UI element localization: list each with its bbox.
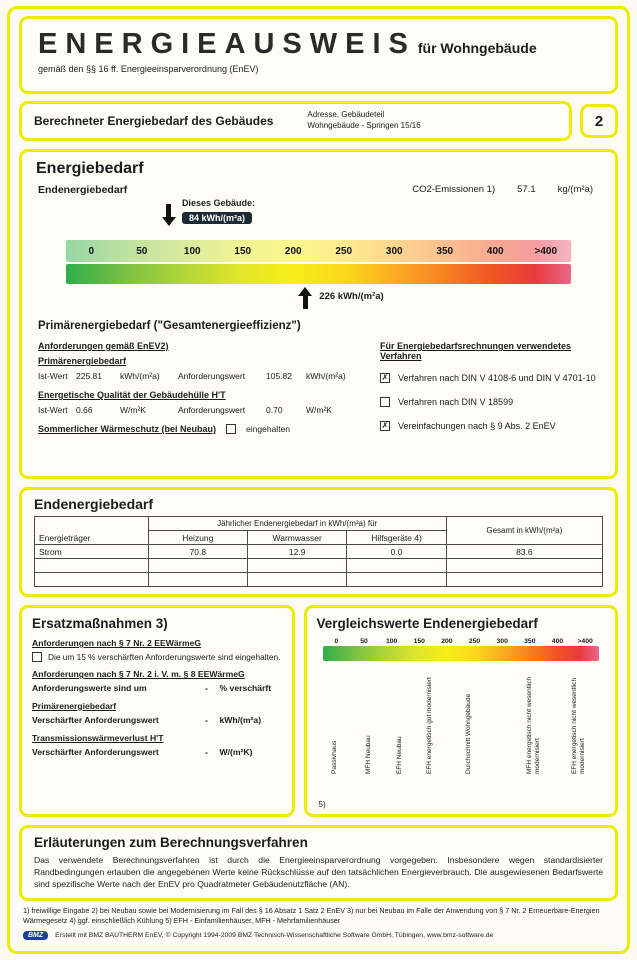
table-cell-warmwasser: 12.9 bbox=[247, 545, 346, 559]
col-header-warmwasser: Warmwasser bbox=[247, 531, 346, 545]
checkbox-din-18599[interactable] bbox=[380, 397, 390, 407]
scale-tick: 0 bbox=[88, 245, 95, 257]
checkbox-sommer-eingehalten[interactable] bbox=[226, 424, 236, 434]
table-row bbox=[35, 559, 603, 573]
requirements-left-column bbox=[38, 341, 364, 445]
verschaerfung-value: - bbox=[205, 683, 208, 693]
primaerenergiebedarf-title: Primärenergiebedarf ("Gesamtenergieeffizienz") bbox=[38, 320, 301, 332]
table-cell-empty bbox=[347, 573, 446, 587]
verfahren-label: Verfahren nach DIN V 18599 bbox=[398, 397, 514, 407]
transmission-unit: W/(m²K) bbox=[219, 747, 253, 757]
scale-tick: 150 bbox=[413, 638, 425, 645]
ersatzmassnahmen-section bbox=[19, 605, 295, 817]
address-value: Wohngebäude - Springen 15/16 bbox=[307, 121, 421, 130]
col-header-hilfsgeraete: Hilfsgeräte 4) bbox=[347, 531, 446, 545]
sommerlicher-waermeschutz-row bbox=[38, 424, 364, 434]
up-arrow-icon bbox=[298, 287, 312, 309]
primaerenergiebedarf-heading: Primärenergiebedarf bbox=[38, 356, 127, 366]
bmz-logo: BMZ bbox=[23, 931, 48, 940]
building-marker bbox=[162, 198, 255, 226]
outer-frame bbox=[7, 6, 630, 954]
transmission-heading: Transmissionswärmeverlust H'T bbox=[32, 733, 164, 743]
ersatz-checkbox-row bbox=[32, 652, 282, 662]
endenergie-co2-row bbox=[38, 184, 599, 196]
subheader-title: Berechneter Energiebedarf des Gebäudes bbox=[34, 114, 274, 128]
ersatz-checkbox-label: Die um 15 % verschärften Anforderungswerte sind eingehalten. bbox=[48, 652, 281, 662]
scale-tick: 400 bbox=[486, 245, 504, 257]
anforderungswert-label: Anforderungswert bbox=[178, 405, 246, 415]
col-header-energietraeger: Energieträger bbox=[35, 517, 149, 545]
table-row bbox=[35, 545, 603, 559]
sommerlicher-waermeschutz-heading: Sommerlicher Wärmeschutz (bei Neubau) bbox=[38, 424, 217, 434]
primaerenergie-scale-bar bbox=[66, 264, 571, 284]
checkbox-15-prozent[interactable] bbox=[32, 652, 42, 662]
transmission-label: Verschärfter Anforderungswert bbox=[32, 747, 159, 757]
scale-tick: 100 bbox=[385, 638, 398, 645]
table-cell-empty bbox=[35, 573, 149, 587]
vergleich-labels bbox=[323, 664, 599, 776]
down-arrow-icon bbox=[162, 204, 176, 226]
footer bbox=[23, 931, 614, 940]
verfahren-heading: Für Energiebedarfsrechnungen verwendetes Verfahren bbox=[380, 341, 572, 361]
vergleich-footnote: 5) bbox=[318, 800, 326, 809]
energy-scale bbox=[66, 198, 571, 320]
table-row bbox=[35, 573, 603, 587]
scale-tick: 350 bbox=[436, 245, 454, 257]
arrow-stem bbox=[303, 296, 308, 309]
co2-value: 57.1 bbox=[517, 184, 536, 195]
erlaeuterungen-title: Erläuterungen zum Berechnungsverfahren bbox=[34, 835, 308, 850]
table-cell-empty bbox=[148, 573, 247, 587]
footer-text: Erstellt mit BMZ BAUTHERM EnEV, © Copyright 1994-2009 BMZ Technisch-Wissenschaftliche Software GmbH, Tübingen, www.bmz-software.de bbox=[55, 931, 494, 939]
table-cell-empty bbox=[35, 559, 149, 573]
table-cell-gesamt: 83.6 bbox=[446, 545, 602, 559]
table-cell-empty bbox=[446, 573, 602, 587]
title-row bbox=[38, 28, 599, 61]
vergleich-label-mfh-neubau: MFH Neubau bbox=[365, 735, 373, 774]
scale-tick: 150 bbox=[234, 245, 252, 257]
vergleichswerte-section bbox=[304, 605, 618, 817]
table-cell-empty bbox=[347, 559, 446, 573]
ersatz-primaer-heading: Primärenergiebedarf bbox=[32, 701, 117, 711]
group-header: Jährlicher Endenergiebedarf in kWh/(m²a) für bbox=[148, 517, 446, 531]
verfahren-item bbox=[380, 421, 599, 431]
eewaermeg-heading: Anforderungen nach § 7 Nr. 2 EEWärmeG bbox=[32, 638, 202, 648]
huelle-values-row bbox=[38, 405, 364, 415]
scale-tick: 250 bbox=[468, 638, 481, 645]
checkbox-vereinfachungen[interactable]: ✗ bbox=[381, 421, 389, 430]
building-marker-text bbox=[182, 198, 255, 226]
vergleich-label-passivhaus: Passivhaus bbox=[330, 740, 338, 774]
scale-tick: 50 bbox=[360, 638, 368, 645]
arrow-head bbox=[162, 217, 176, 226]
col-header-heizung: Heizung bbox=[148, 531, 247, 545]
ist-wert-label: Ist-Wert bbox=[38, 371, 68, 381]
requirements-columns bbox=[36, 341, 601, 445]
energiebedarf-title: Energiebedarf bbox=[36, 160, 144, 177]
anforderungswert-label: Anforderungswert bbox=[178, 371, 246, 381]
verschaerfung-row bbox=[32, 683, 282, 693]
verfahren-label: Verfahren nach DIN V 4108-6 und DIN V 4701-10 bbox=[398, 373, 596, 383]
scale-tick: >400 bbox=[534, 245, 558, 257]
building-marker-area bbox=[66, 198, 571, 240]
vergleich-tick-row bbox=[323, 638, 599, 645]
regulation-line: gemäß den §§ 16 ff. Energieeinsparverordnung (EnEV) bbox=[38, 64, 259, 74]
transmission-value: - bbox=[205, 747, 208, 757]
scale-tick: 300 bbox=[496, 638, 508, 645]
arrow-stem bbox=[166, 204, 171, 217]
endenergiebedarf-section bbox=[19, 487, 618, 597]
eewaermeg-8-heading: Anforderungen nach § 7 Nr. 2 i. V. m. § 8 EEWärmeG bbox=[32, 669, 245, 679]
verfahren-item bbox=[380, 373, 599, 383]
address-label: Adresse, Gebäudeteil bbox=[307, 110, 385, 120]
anforderungswert-value: - bbox=[205, 715, 208, 725]
vergleich-label-durchschnitt: Durchschnitt Wohngebäude bbox=[464, 693, 472, 774]
table-cell-energietraeger: Strom bbox=[35, 545, 149, 559]
subheader bbox=[19, 101, 572, 141]
scale-tick: 50 bbox=[136, 245, 148, 257]
anforderungswert-unit: kWh/(m²a) bbox=[219, 715, 262, 725]
sommer-checkbox-label: eingehalten bbox=[246, 424, 291, 434]
mid-row bbox=[19, 605, 618, 817]
energiebedarf-section bbox=[19, 149, 618, 479]
document-title-suffix: für Wohngebäude bbox=[417, 40, 537, 56]
document-title: ENERGIEAUSWEIS bbox=[38, 28, 416, 60]
table-header-row bbox=[35, 517, 603, 531]
vergleich-label-efh-nicht-modernisiert: EFH energetisch nicht wesentlich modernisiert bbox=[571, 677, 587, 774]
scale-tick: 200 bbox=[284, 245, 302, 257]
anforderungswert-value: 0.70 bbox=[266, 405, 283, 415]
verfahren-label: Vereinfachungen nach § 9 Abs. 2 EnEV bbox=[398, 421, 556, 431]
table-cell-empty bbox=[148, 559, 247, 573]
table-cell-heizung: 70.8 bbox=[148, 545, 247, 559]
ist-wert-value: 225.81 bbox=[76, 371, 102, 381]
endenergiebedarf-label: Endenergiebedarf bbox=[38, 184, 128, 196]
primary-marker-area bbox=[66, 284, 571, 320]
erlaeuterungen-section bbox=[19, 825, 618, 901]
vergleich-scale-bar bbox=[323, 646, 599, 661]
vergleichswerte-title: Vergleichswerte Endenergiebedarf bbox=[316, 616, 538, 631]
co2-unit: kg/(m²a) bbox=[557, 184, 593, 195]
vergleich-label-efh-modernisiert: EFH energetisch gut modernisiert bbox=[426, 677, 434, 774]
vergleich-label-efh-neubau: EFH Neubau bbox=[395, 736, 403, 774]
co2-label: CO2-Emissionen 1) bbox=[412, 184, 496, 195]
vergleich-label-mfh-nicht-modernisiert: MFH energetisch nicht wesentlich modernisiert bbox=[525, 676, 541, 774]
co2-emissions bbox=[412, 184, 593, 196]
ersatzmassnahmen-title: Ersatzmaßnahmen 3) bbox=[32, 616, 168, 631]
anforderungswert-label: Verschärfter Anforderungswert bbox=[32, 715, 159, 725]
scale-tick-row bbox=[66, 240, 571, 262]
anforderungswert-value: 105.82 bbox=[266, 371, 292, 381]
endenergie-scale-bar bbox=[66, 240, 571, 262]
subheader-row bbox=[19, 101, 618, 141]
verschaerfung-label: Anforderungswerte sind um bbox=[32, 683, 147, 693]
gebaeudehuelle-heading: Energetische Qualität der Gebäudehülle H'T bbox=[38, 390, 226, 400]
page-number: 2 bbox=[580, 104, 618, 138]
anforderungswert-unit: W/m²K bbox=[306, 405, 332, 415]
table-cell-empty bbox=[247, 573, 346, 587]
verfahren-item bbox=[380, 397, 599, 407]
ist-wert-unit: kWh/(m²a) bbox=[120, 371, 160, 381]
header bbox=[19, 16, 618, 94]
anforderungen-heading: Anforderungen gemäß EnEV2) bbox=[38, 341, 169, 351]
building-marker-value: 84 kWh/(m²a) bbox=[182, 212, 252, 224]
table-cell-empty bbox=[446, 559, 602, 573]
ist-wert-unit: W/m²K bbox=[120, 405, 146, 415]
table-cell-hilfsgeraete: 0.0 bbox=[347, 545, 446, 559]
transmission-row bbox=[32, 747, 282, 757]
verschaerfung-unit: % verschärft bbox=[219, 683, 272, 693]
scale-tick: 300 bbox=[385, 245, 403, 257]
col-header-gesamt: Gesamt in kWh/(m²a) bbox=[446, 517, 602, 545]
anforderungswert-unit: kWh/(m²a) bbox=[306, 371, 346, 381]
primaer-values-row bbox=[38, 371, 364, 381]
primary-marker bbox=[298, 287, 383, 309]
scale-tick: 400 bbox=[551, 638, 564, 645]
primary-marker-value: 226 kWh/(m²a) bbox=[319, 291, 384, 302]
footnotes: 1) freiwillige Eingabe 2) bei Neubau sowie bei Modernisierung im Fall des § 16 Absatz 1 Satz 2 EnEV 3) nur bei Neubau im Falle der Anwendung von § 7 Nr. 2 Erneuerbare-Energien Wärmegesetz 4) ggf. einschließlich Kühlung 5) EFH - Einfamilienhäuser, MFH - Mehrfamilienhäuser bbox=[23, 906, 600, 926]
scale-tick: 200 bbox=[441, 638, 453, 645]
endenergiebedarf-table-title: Endenergiebedarf bbox=[34, 496, 154, 512]
anforderungswert-row bbox=[32, 715, 282, 725]
erlaeuterungen-text: Das verwendete Berechnungsverfahren ist durch die Energieeinsparverordnung vorgegeben. Insbesondere wegen standardisierter Randbedingungen erlauben die angegebenen Werte keine Rückschlüsse auf den tatsächlichen Energieverbrauch. Die ausgewiesenen Bedarfswerte sind spezifische Werte nach der EnEV pro Quadratmeter Gebäudenutzfläche (AN). bbox=[34, 855, 603, 890]
endenergie-table bbox=[34, 516, 603, 587]
ist-wert-value: 0.66 bbox=[76, 405, 93, 415]
ist-wert-label: Ist-Wert bbox=[38, 405, 68, 415]
scale-tick: 350 bbox=[524, 638, 536, 645]
scale-tick: 100 bbox=[183, 245, 201, 257]
scale-tick: >400 bbox=[577, 638, 593, 645]
address-block bbox=[307, 110, 420, 132]
checkbox-din-4108[interactable]: ✗ bbox=[381, 373, 389, 382]
arrow-head bbox=[298, 287, 312, 296]
scale-tick: 0 bbox=[334, 638, 339, 645]
table-cell-empty bbox=[247, 559, 346, 573]
scale-tick: 250 bbox=[335, 245, 353, 257]
building-marker-label: Dieses Gebäude: bbox=[181, 198, 255, 208]
verfahren-column bbox=[380, 341, 599, 445]
